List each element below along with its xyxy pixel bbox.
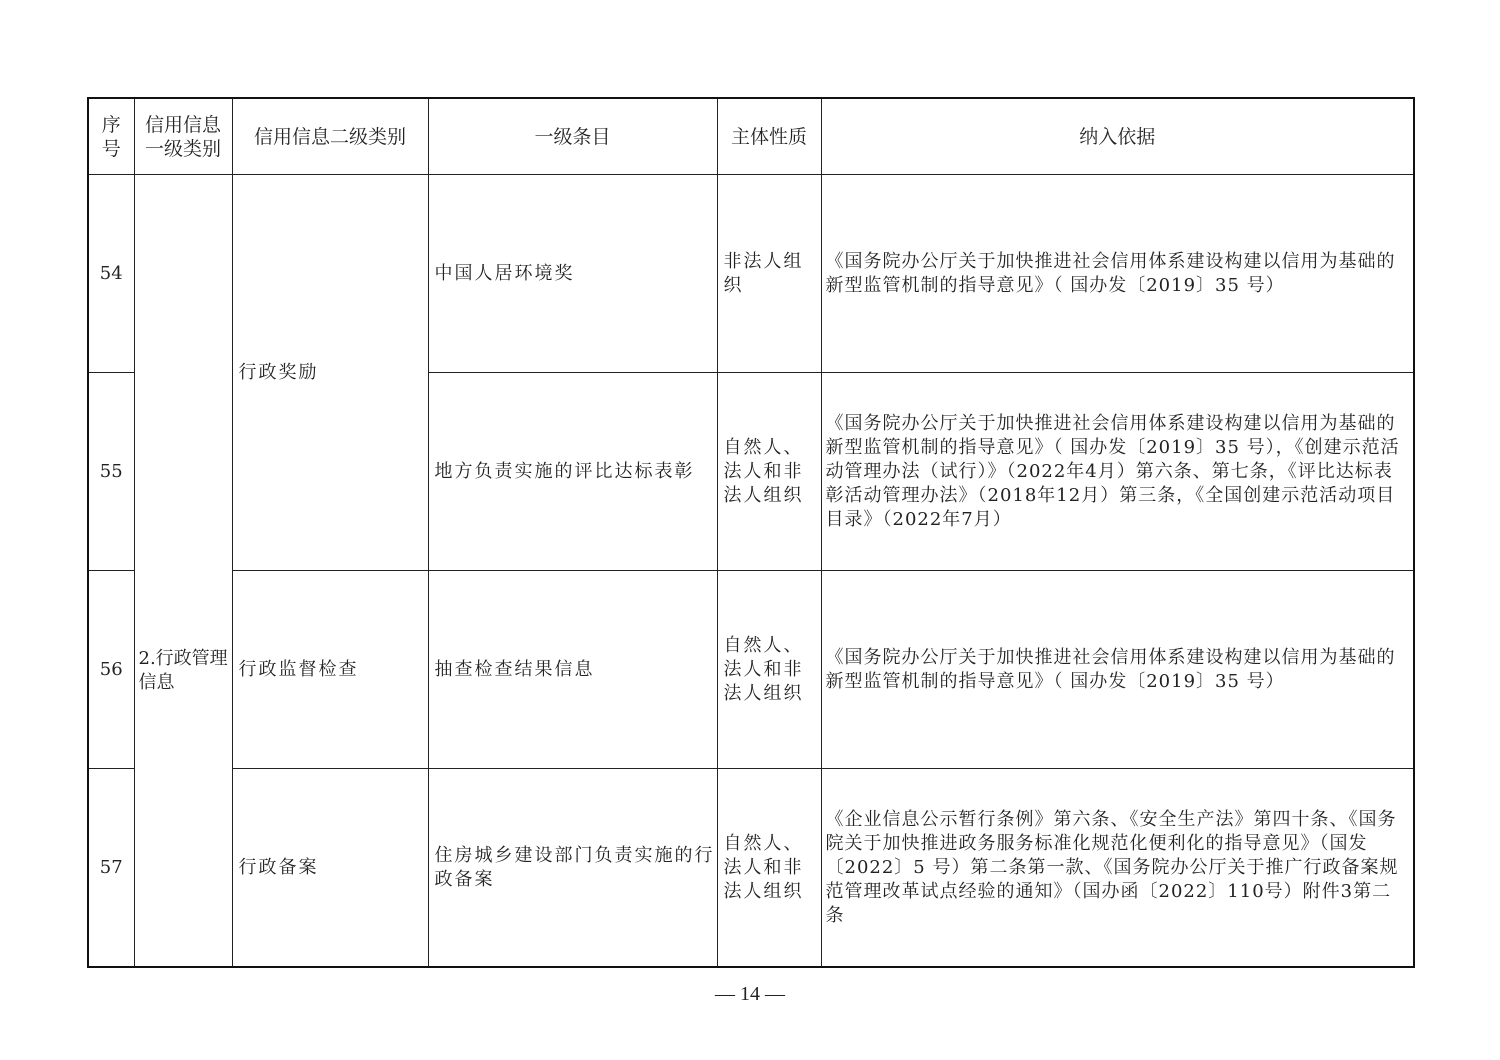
row-number: 56: [88, 571, 134, 769]
page-number: — 14 —: [715, 983, 785, 1005]
category2-cell: 行政奖励: [232, 175, 428, 571]
header-category1: 信用信息一级类别: [134, 98, 232, 175]
item-cell: 住房城乡建设部门负责实施的行政备案: [428, 769, 717, 968]
category2-cell: 行政监督检查: [232, 571, 428, 769]
header-item: 一级条目: [428, 98, 717, 175]
header-index: 序号: [88, 98, 134, 175]
credit-info-table: [87, 97, 1415, 968]
basis-cell: 《国务院办公厅关于加快推进社会信用体系建设构建以信用为基础的新型监管机制的指导意见》（ 国办发〔2019〕35 号）: [821, 571, 1414, 769]
category1-cell: 2.行政管理信息: [134, 175, 232, 968]
basis-cell: 《企业信息公示暂行条例》第六条、《安全生产法》第四十条、《国务院关于加快推进政务服务标准化规范化便利化的指导意见》（国发〔2022〕5 号）第二条第一款、《国务院办公厅关于推广行政备案规范管理改革试点经验的通知》（国办函〔2022〕110号）附件3第二条: [821, 769, 1414, 968]
row-number: 54: [88, 175, 134, 373]
table-row: [88, 175, 1414, 373]
category2-cell: 行政备案: [232, 769, 428, 968]
table-row: [88, 769, 1414, 968]
subject-cell: 自然人、法人和非法人组织: [717, 769, 821, 968]
row-number: 55: [88, 373, 134, 571]
basis-cell: 《国务院办公厅关于加快推进社会信用体系建设构建以信用为基础的新型监管机制的指导意见》（ 国办发〔2019〕35 号），《创建示范活动管理办法（试行）》（2022年4月）第六条、第七条，《评比达标表彰活动管理办法》（2018年12月）第三条，《全国创建示范活动项目目录》（2022年7月）: [821, 373, 1414, 571]
item-cell: 中国人居环境奖: [428, 175, 717, 373]
table-header-row: [88, 98, 1414, 175]
subject-cell: 自然人、法人和非法人组织: [717, 571, 821, 769]
subject-cell: 非法人组织: [717, 175, 821, 373]
row-number: 57: [88, 769, 134, 968]
header-basis: 纳入依据: [821, 98, 1414, 175]
basis-cell: 《国务院办公厅关于加快推进社会信用体系建设构建以信用为基础的新型监管机制的指导意见》（ 国办发〔2019〕35 号）: [821, 175, 1414, 373]
header-subject: 主体性质: [717, 98, 821, 175]
table-row: [88, 571, 1414, 769]
item-cell: 地方负责实施的评比达标表彰: [428, 373, 717, 571]
header-category2: 信用信息二级类别: [232, 98, 428, 175]
subject-cell: 自然人、法人和非法人组织: [717, 373, 821, 571]
item-cell: 抽查检查结果信息: [428, 571, 717, 769]
